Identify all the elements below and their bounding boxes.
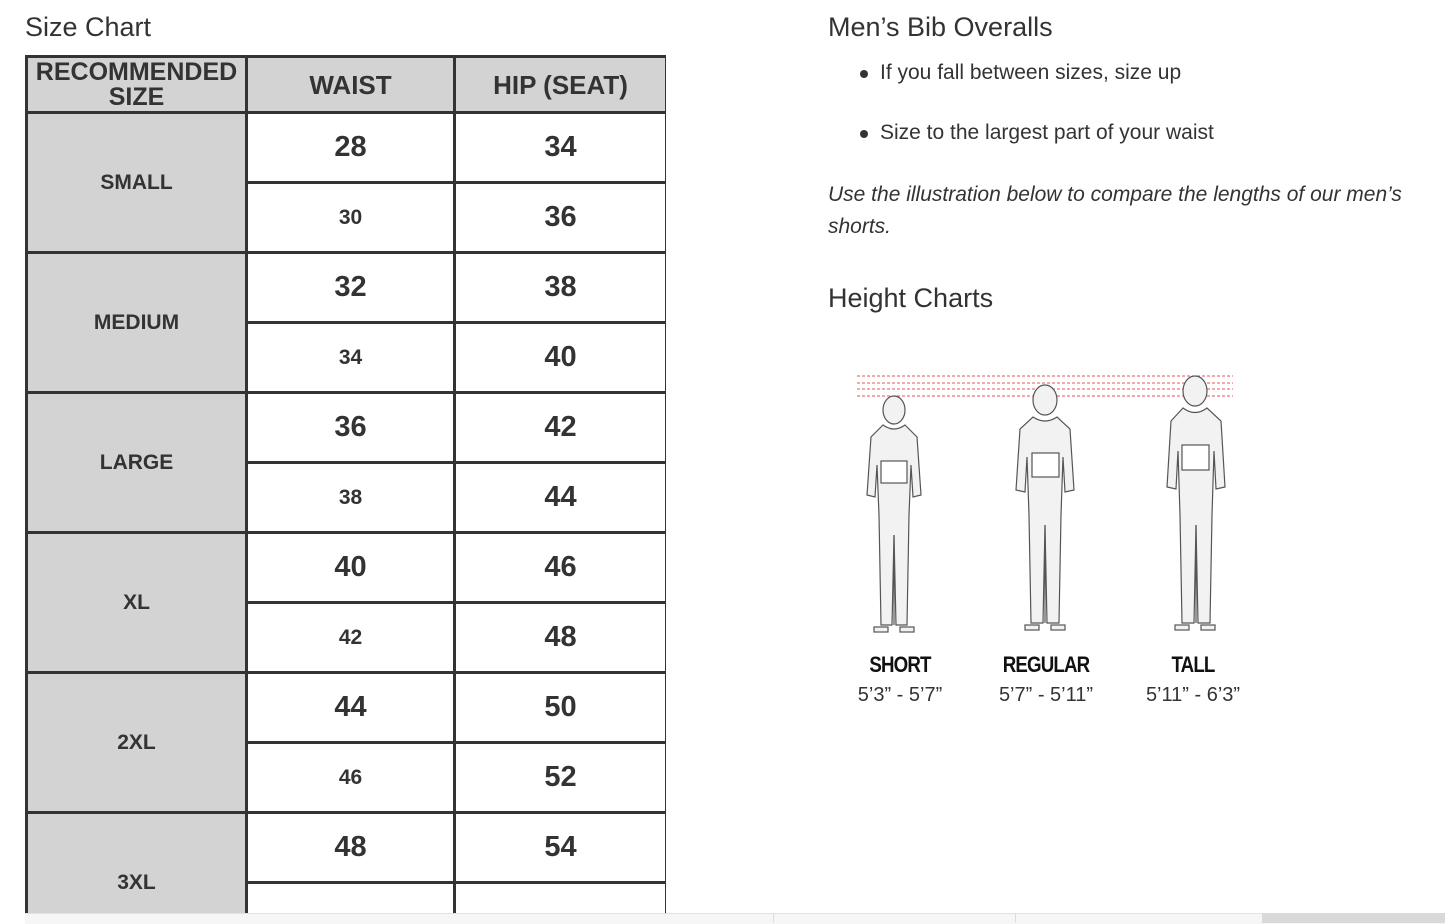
hip-cell bbox=[455, 883, 667, 914]
size-label-cell: SMALL bbox=[27, 113, 247, 253]
size-label-cell: 3XL bbox=[27, 813, 247, 914]
figure-height-range: 5’7” - 5’11” bbox=[998, 684, 1094, 706]
fit-tips bbox=[828, 61, 1428, 181]
scrollbar-thumb[interactable] bbox=[1262, 913, 1445, 923]
hip-cell: 46 bbox=[455, 533, 667, 603]
figure-name: SHORT bbox=[869, 652, 931, 677]
hip-cell: 42 bbox=[455, 393, 667, 463]
hip-cell: 50 bbox=[455, 673, 667, 743]
height-charts-title: Height Charts bbox=[828, 283, 994, 313]
figure-label-regular bbox=[986, 652, 1106, 707]
overalls-figures-drawing bbox=[855, 365, 1240, 645]
height-illustration bbox=[855, 365, 1240, 645]
scrollbar-divider bbox=[1015, 913, 1016, 923]
waist-cell: 32 bbox=[247, 253, 455, 323]
hip-cell: 44 bbox=[455, 463, 667, 533]
size-label-cell: XL bbox=[27, 533, 247, 673]
tip-item: If you fall between sizes, size up bbox=[880, 61, 1428, 121]
waist-cell: 42 bbox=[247, 603, 455, 673]
table-row bbox=[27, 813, 667, 883]
hip-cell: 34 bbox=[455, 113, 667, 183]
hip-cell: 48 bbox=[455, 603, 667, 673]
figure-height-range: 5’3” - 5’7” bbox=[857, 684, 943, 706]
horizontal-scrollbar[interactable] bbox=[25, 913, 1445, 924]
table-row bbox=[27, 113, 667, 183]
size-label-cell: MEDIUM bbox=[27, 253, 247, 393]
short-figure bbox=[867, 396, 921, 632]
size-chart-title: Size Chart bbox=[25, 12, 152, 42]
header-recommended-size: RECOMMENDED SIZE bbox=[27, 57, 247, 113]
figure-height-range: 5’11” - 6’3” bbox=[1145, 684, 1241, 706]
table-row bbox=[27, 533, 667, 603]
figure-name: REGULAR bbox=[1002, 652, 1090, 677]
waist-cell: 46 bbox=[247, 743, 455, 813]
header-hip: HIP (SEAT) bbox=[455, 57, 667, 113]
waist-cell: 48 bbox=[247, 813, 455, 883]
size-table-container bbox=[25, 55, 666, 913]
table-row bbox=[27, 253, 667, 323]
size-label-cell: LARGE bbox=[27, 393, 247, 533]
info-panel bbox=[828, 12, 1428, 314]
table-row bbox=[27, 393, 667, 463]
illustration-note: Use the illustration below to compare the lengths of our men’s shorts. bbox=[828, 183, 1402, 238]
waist-cell bbox=[247, 883, 455, 914]
hip-cell: 54 bbox=[455, 813, 667, 883]
product-title: Men’s Bib Overalls bbox=[828, 12, 1053, 42]
header-waist: WAIST bbox=[247, 57, 455, 113]
figure-label-tall bbox=[1133, 652, 1253, 707]
scrollbar-divider bbox=[773, 913, 774, 923]
tip-item: Size to the largest part of your waist bbox=[880, 121, 1428, 181]
hip-cell: 38 bbox=[455, 253, 667, 323]
size-label-cell: 2XL bbox=[27, 673, 247, 813]
waist-cell: 30 bbox=[247, 183, 455, 253]
hip-cell: 52 bbox=[455, 743, 667, 813]
waist-cell: 34 bbox=[247, 323, 455, 393]
waist-cell: 38 bbox=[247, 463, 455, 533]
waist-cell: 40 bbox=[247, 533, 455, 603]
hip-cell: 36 bbox=[455, 183, 667, 253]
table-header-row bbox=[27, 57, 667, 113]
tall-figure bbox=[1167, 376, 1225, 630]
waist-cell: 28 bbox=[247, 113, 455, 183]
size-table bbox=[25, 55, 666, 913]
waist-cell: 44 bbox=[247, 673, 455, 743]
waist-cell: 36 bbox=[247, 393, 455, 463]
table-row bbox=[27, 673, 667, 743]
regular-figure bbox=[1016, 385, 1074, 630]
figure-label-short bbox=[840, 652, 960, 707]
hip-cell: 40 bbox=[455, 323, 667, 393]
figure-name: TALL bbox=[1171, 652, 1215, 677]
